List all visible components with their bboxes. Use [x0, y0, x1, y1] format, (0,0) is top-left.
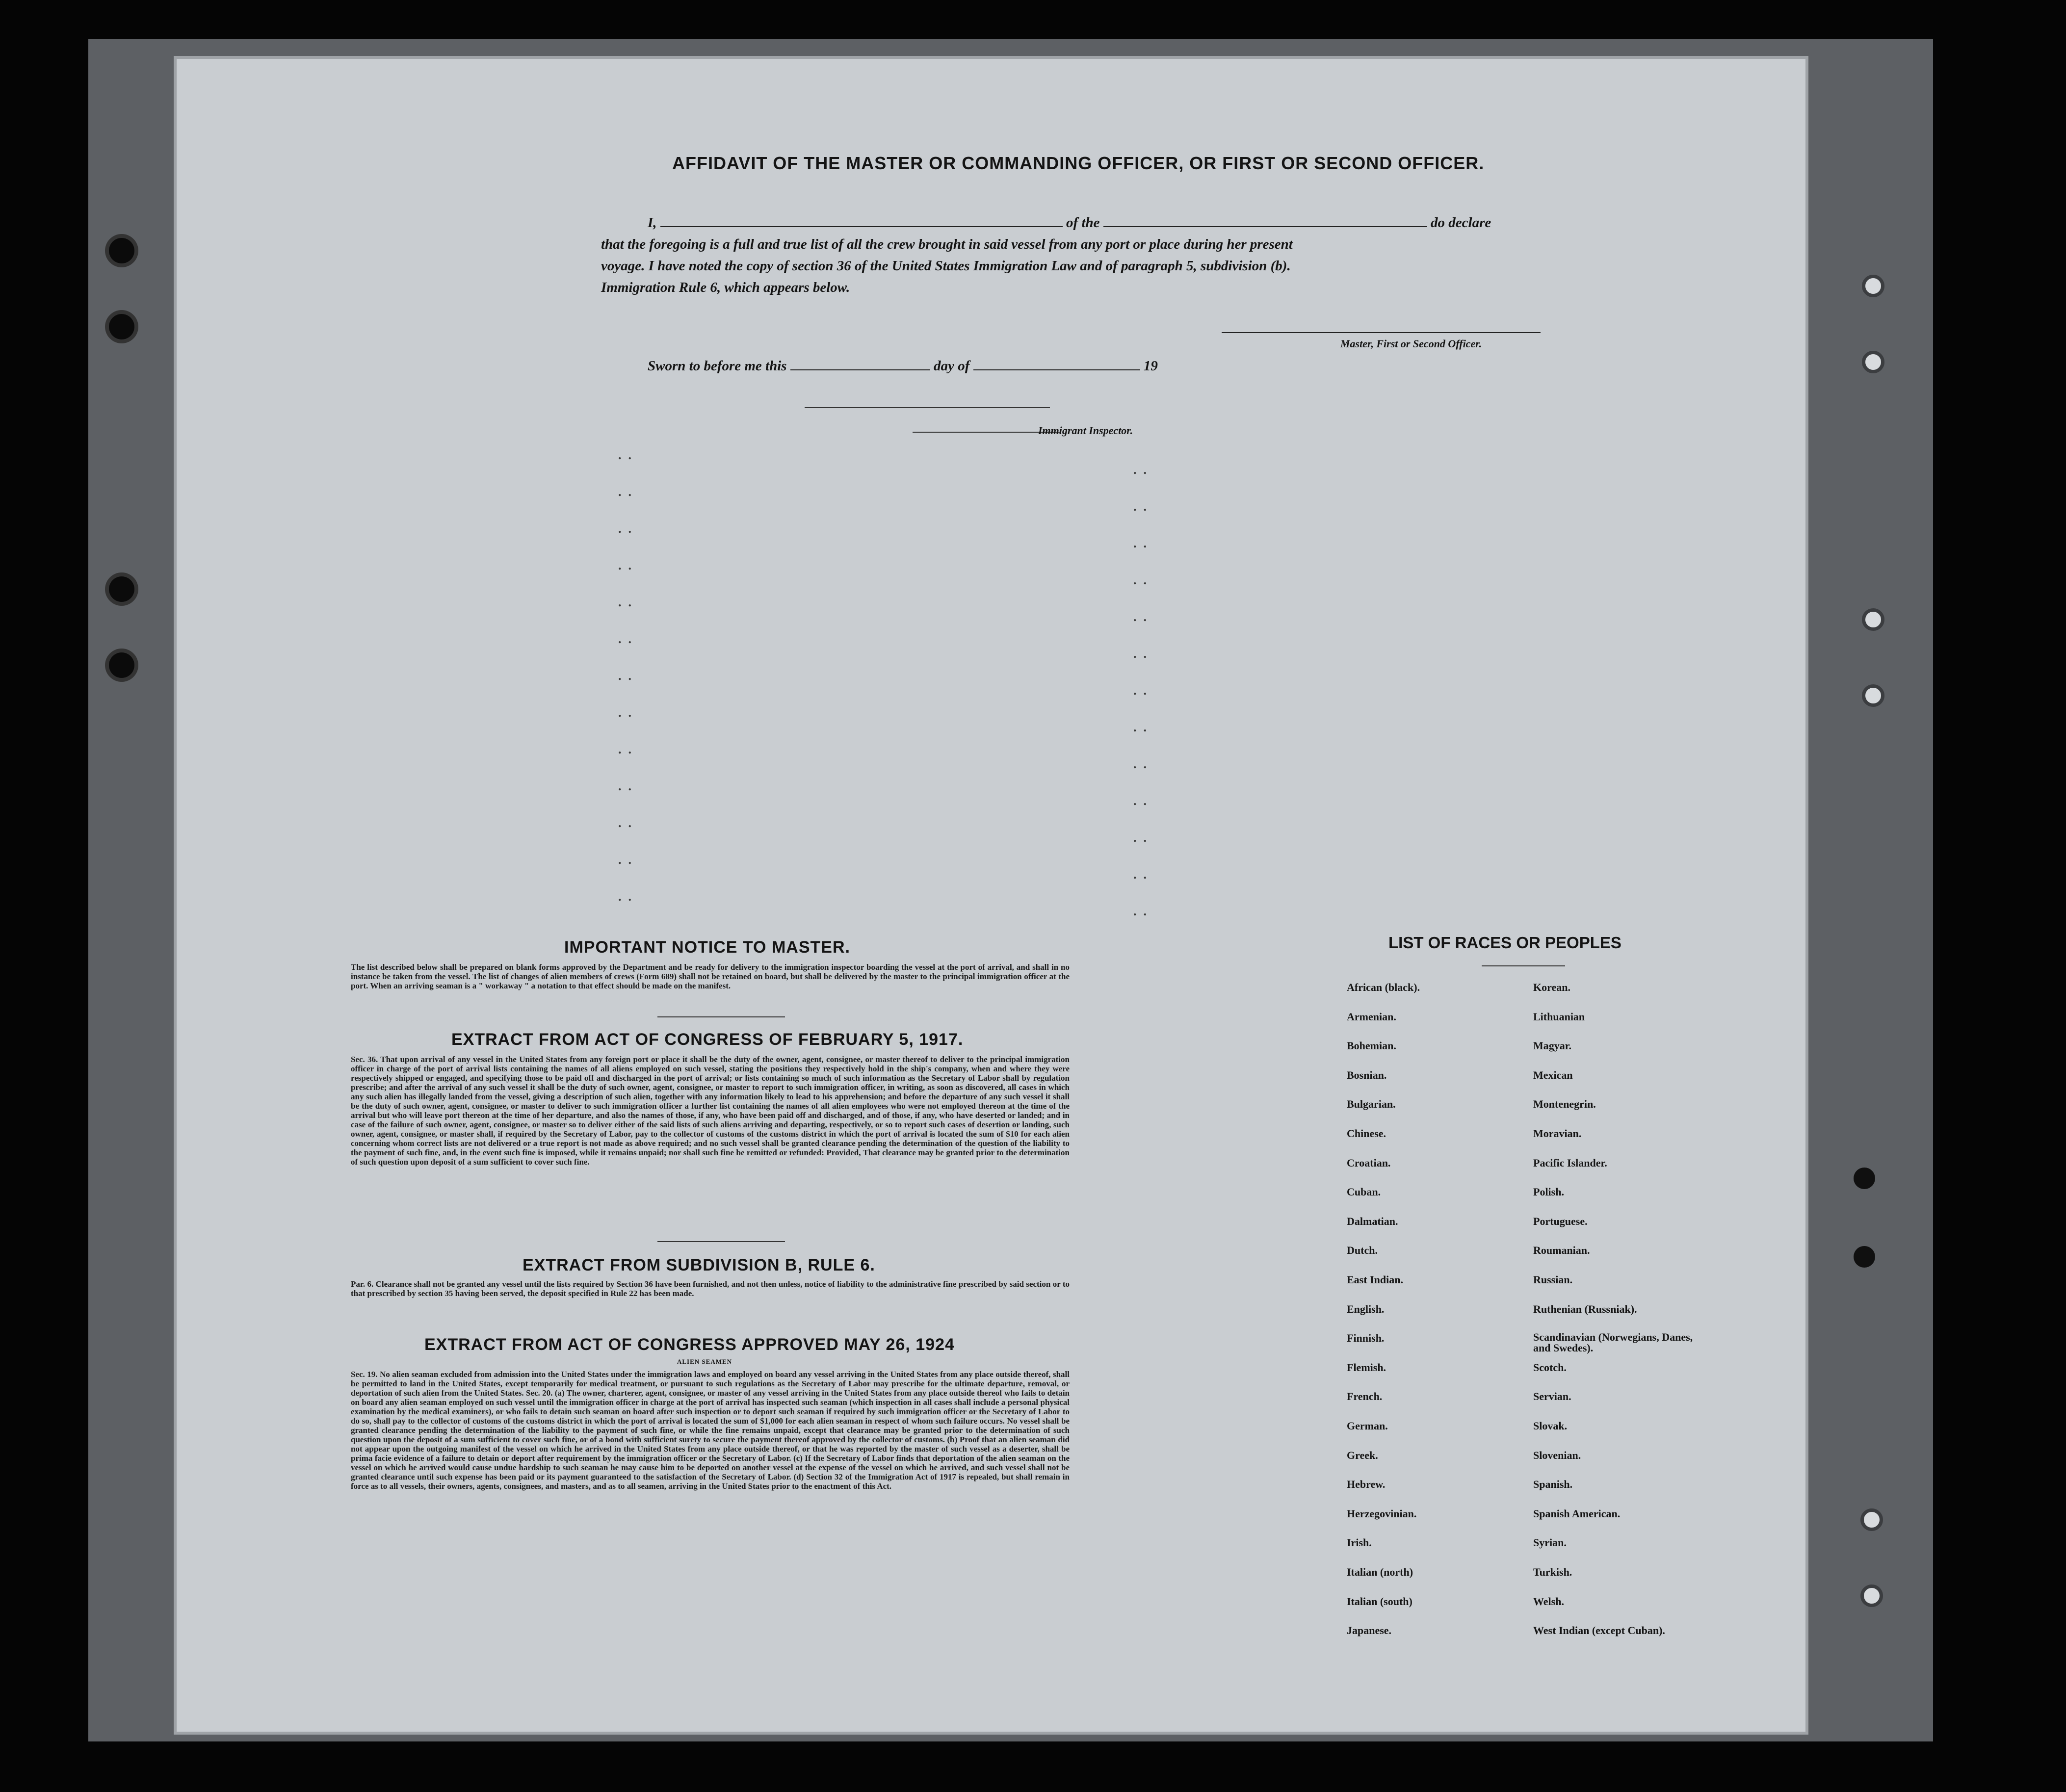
- extract-1917-title: EXTRACT FROM ACT OF CONGRESS OF FEBRUARY 5, 1917.: [451, 1030, 964, 1049]
- affidavit-line-4: Immigration Rule 6, which appears below.: [601, 280, 850, 295]
- inspector-line: [913, 432, 1060, 433]
- divider: [657, 1241, 785, 1242]
- affidavit-i: I,: [648, 215, 657, 231]
- punch-hole: [1862, 351, 1884, 373]
- divider: [657, 1016, 785, 1017]
- binder-hole: [109, 652, 134, 678]
- race-item: Spanish American.: [1533, 1507, 1621, 1520]
- race-item: German.: [1347, 1420, 1388, 1432]
- race-item: Mexican: [1533, 1068, 1573, 1081]
- extract-rule6-title: EXTRACT FROM SUBDIVISION B, RULE 6.: [523, 1256, 875, 1274]
- race-item: Scotch.: [1533, 1361, 1567, 1374]
- race-item: Polish.: [1533, 1186, 1564, 1198]
- race-item: Japanese.: [1347, 1624, 1392, 1637]
- year-text: 19: [1143, 358, 1158, 374]
- alien-seamen-subtitle: ALIEN SEAMEN: [677, 1358, 732, 1365]
- race-item: Roumanian.: [1533, 1244, 1590, 1257]
- race-item: Servian.: [1533, 1390, 1571, 1403]
- race-item: Lithuanian: [1533, 1010, 1585, 1023]
- notice-text: The list described below shall be prepared on blank forms approved by the Department and be ready for delivery to the immigration inspector boarding the vessel at the port of arrival, and shall in no instance be taken from the vessel. The list of changes of alien members of crews (Form 689) shall not be retained on board, but shall be delivered by the master to the principal immigration officer at the port. When an arriving seaman is a " workaway " a notation to that effect should be made on the manifest.: [351, 962, 1070, 990]
- race-item: Flemish.: [1347, 1361, 1386, 1374]
- race-item: Greek.: [1347, 1449, 1378, 1461]
- affidavit-declare: do declare: [1431, 215, 1491, 231]
- race-item: Armenian.: [1347, 1010, 1396, 1023]
- race-item: Cuban.: [1347, 1186, 1381, 1198]
- race-item: Scandinavian (Norwegians, Danes, and Swedes).: [1533, 1331, 1693, 1354]
- race-item: Ruthenian (Russniak).: [1533, 1302, 1637, 1315]
- race-item: Pacific Islander.: [1533, 1156, 1607, 1169]
- race-item: English.: [1347, 1302, 1385, 1315]
- race-item: Slovak.: [1533, 1420, 1568, 1432]
- master-label: Master, First or Second Officer.: [1340, 338, 1482, 350]
- affidavit-line-1: [648, 215, 1491, 231]
- affidavit-line-2: that the foregoing is a full and true list of all the crew brought in said vessel from any port or place during her present: [601, 236, 1293, 252]
- race-item: Spanish.: [1533, 1478, 1573, 1491]
- binder-hole: [109, 314, 134, 339]
- race-item: Bohemian.: [1347, 1039, 1396, 1052]
- race-item: West Indian (except Cuban).: [1533, 1624, 1665, 1637]
- day-blank[interactable]: [790, 359, 930, 370]
- punch-hole: [1860, 1508, 1883, 1531]
- inspector-label: Immigrant Inspector.: [1038, 424, 1133, 437]
- master-signature-line[interactable]: [1222, 331, 1541, 333]
- extract-1924-text: Sec. 19. No alien seaman excluded from admission into the United States under the immigration laws and employed on board any vessel arriving in the United States from any place outside thereof, shall be permitted to land in the United States, except temporarily for medical treatment, or pursuant to such regulations as the Secretary of Labor may prescribe for the ultimate departure, removal, or deportation of such alien from the United States. Sec. 20. (a) The owner, charterer, agent, consignee, or master of any vessel arriving in the United States from any place outside thereof who fails to detain on board any alien seaman employed on such vessel until the immigration officer in charge at the port of arrival has inspected such seaman (which inspection in all cases shall include a personal physical examination by the medical examiners), or who fails to detain such seaman on board after such inspection or to deport such seaman if required by such immigration officer or the Secretary of Labor to do so, shall pay to the collector of customs of the customs district in which the port of arrival is located the sum of $1,000 for each alien seaman in respect of whom such failure occurs. No vessel shall be granted clearance pending the determination of the liability to the payment of such fine, or while the fine remains unpaid, except that clearance may be granted prior to the determination of such question upon the deposit of a sum sufficient to cover such fine, or of a bond with sufficient surety to secure the payment thereof approved by the collector of customs. (b) Proof that an alien seaman did not appear upon the outgoing manifest of the vessel on which he arrived in the United States from any place outside thereof, or that he was reported by the master of such vessel as a deserter, shall be prima facie evidence of a failure to detain or deport after requirement by the immigration officer or the Secretary of Labor. (c) If the Secretary of Labor finds that deportation of the alien seaman on the vessel on which he arrived would cause undue hardship to such seaman he may cause him to be deported on another vessel at the expense of the vessel on which he arrived, and such vessel shall not be granted clearance until such expense has been paid or its payment guaranteed to the satisfaction of the Secretary of Labor. (d) Section 32 of the Immigration Act of 1917 is repealed, but shall remain in force as to all vessels, their owners, agents, consignees, and masters, and as to all seamen, arriving in the United States prior to the enactment of this Act.: [351, 1370, 1070, 1491]
- punch-hole: [1860, 1584, 1883, 1607]
- form-page: [177, 59, 1805, 1732]
- race-item: Slovenian.: [1533, 1449, 1581, 1461]
- binder-hole: [109, 238, 134, 263]
- name-blank[interactable]: [660, 215, 1063, 227]
- punch-hole: [1862, 684, 1884, 707]
- extract-1917-text: Sec. 36. That upon arrival of any vessel in the United States from any foreign port or place it shall be the duty of the owner, agent, consignee, or master thereof to deliver to the principal immigration officer in charge of the port of arrival lists containing the names of all aliens employed on such vessel, stating the positions they respectively hold in the ship's company, when and where they were respectively shipped or engaged, and specifying those to be paid off and discharged in the port of arrival; or lists containing so much of such information as the Secretary of Labor shall by regulation prescribe; and after the arrival of any such vessel it shall be the duty of such owner, agent, consignee, or master to report to such immigration officer, in writing, as soon as discovered, all cases in which any such alien has illegally landed from the vessel, giving a description of such alien, together with any information likely to lead to his apprehension; and before the departure of any such vessel it shall be the duty of such owner, agent, consignee, or master to deliver to such immigration officer a further list containing the names of all alien employees who were not employed thereon at the time of the arrival but who will leave port thereon at the time of her departure, and also the names of those, if any, who have been paid off and discharged, and of those, if any, who have deserted or landed; and in case of the failure of such owner, agent, consignee, or master so to deliver either of the said lists of such aliens arriving and departing, respectively, or so to report such cases of desertion or landing, such owner, agent, consignee, or master shall, if required by the Secretary of Labor, pay to the collector of customs of the customs district in which the port of arrival is located the sum of $10 for each alien concerning whom correct lists are not delivered or a true report is not made as above required; and no such vessel shall be granted clearance pending the determination of the question of the liability to the payment of such fine, and, in the event such fine is imposed, while it remains unpaid; nor shall such fine be remitted or refunded: Provided, That clearance may be granted prior to the determination of such question upon deposit of a sum sufficient to cover such fine.: [351, 1055, 1070, 1167]
- race-item: Irish.: [1347, 1536, 1372, 1549]
- race-item: Bosnian.: [1347, 1068, 1387, 1081]
- month-blank[interactable]: [973, 359, 1140, 370]
- affidavit-title: AFFIDAVIT OF THE MASTER OR COMMANDING OFFICER, OR FIRST OR SECOND OFFICER.: [672, 153, 1485, 173]
- race-item: Welsh.: [1533, 1595, 1564, 1608]
- punch-hole: [1862, 275, 1884, 297]
- race-item: Herzegovinian.: [1347, 1507, 1417, 1520]
- race-item: Hebrew.: [1347, 1478, 1386, 1491]
- vessel-blank[interactable]: [1103, 215, 1427, 227]
- race-item: East Indian.: [1347, 1273, 1403, 1286]
- extract-rule6-text: Par. 6. Clearance shall not be granted any vessel until the lists required by Section 36 have been furnished, and not then unless, notice of liability to the administrative fine prescribed by said section or to that prescribed by section 35 having been served, the deposit specified in Rule 22 has been made.: [351, 1279, 1070, 1298]
- race-item: French.: [1347, 1390, 1383, 1403]
- punch-hole-filled: [1854, 1246, 1875, 1268]
- race-item: Dutch.: [1347, 1244, 1378, 1257]
- race-item: Magyar.: [1533, 1039, 1572, 1052]
- race-item: Croatian.: [1347, 1156, 1391, 1169]
- affidavit-of-the: of the: [1066, 215, 1100, 231]
- race-item: Russian.: [1533, 1273, 1573, 1286]
- binder-hole: [109, 576, 134, 602]
- leader-dots: .. .. .. .. .. .. .. .. .. .. .. .. ..: [1133, 463, 1153, 918]
- race-item: African (black).: [1347, 981, 1420, 993]
- race-item: Syrian.: [1533, 1536, 1567, 1549]
- affidavit-line-3: voyage. I have noted the copy of section 36 of the United States Immigration Law and of paragraph 5, subdivision (b).: [601, 258, 1291, 274]
- race-item: Italian (north): [1347, 1566, 1413, 1578]
- notice-title: IMPORTANT NOTICE TO MASTER.: [564, 938, 850, 957]
- punch-hole-filled: [1854, 1168, 1875, 1189]
- leader-dots: .. .. .. .. .. .. .. .. .. .. .. .. ..: [618, 448, 638, 904]
- race-item: Dalmatian.: [1347, 1215, 1398, 1227]
- race-item: Chinese.: [1347, 1127, 1386, 1140]
- notary-line: [805, 407, 1050, 408]
- sworn-text: Sworn to before me this: [648, 358, 787, 374]
- day-of-text: day of: [934, 358, 970, 374]
- punch-hole: [1862, 608, 1884, 631]
- sworn-line: [648, 358, 1158, 374]
- race-item: Portuguese.: [1533, 1215, 1588, 1227]
- races-title: LIST OF RACES OR PEOPLES: [1388, 934, 1621, 952]
- race-item: Montenegrin.: [1533, 1098, 1596, 1111]
- race-item: Italian (south): [1347, 1595, 1412, 1608]
- race-item: Korean.: [1533, 981, 1570, 993]
- race-item: Moravian.: [1533, 1127, 1582, 1140]
- extract-1924-title: EXTRACT FROM ACT OF CONGRESS APPROVED MAY 26, 1924: [424, 1335, 955, 1354]
- race-item: Turkish.: [1533, 1566, 1572, 1578]
- race-item: Finnish.: [1347, 1332, 1385, 1345]
- race-item: Bulgarian.: [1347, 1098, 1396, 1111]
- divider: [1482, 965, 1565, 966]
